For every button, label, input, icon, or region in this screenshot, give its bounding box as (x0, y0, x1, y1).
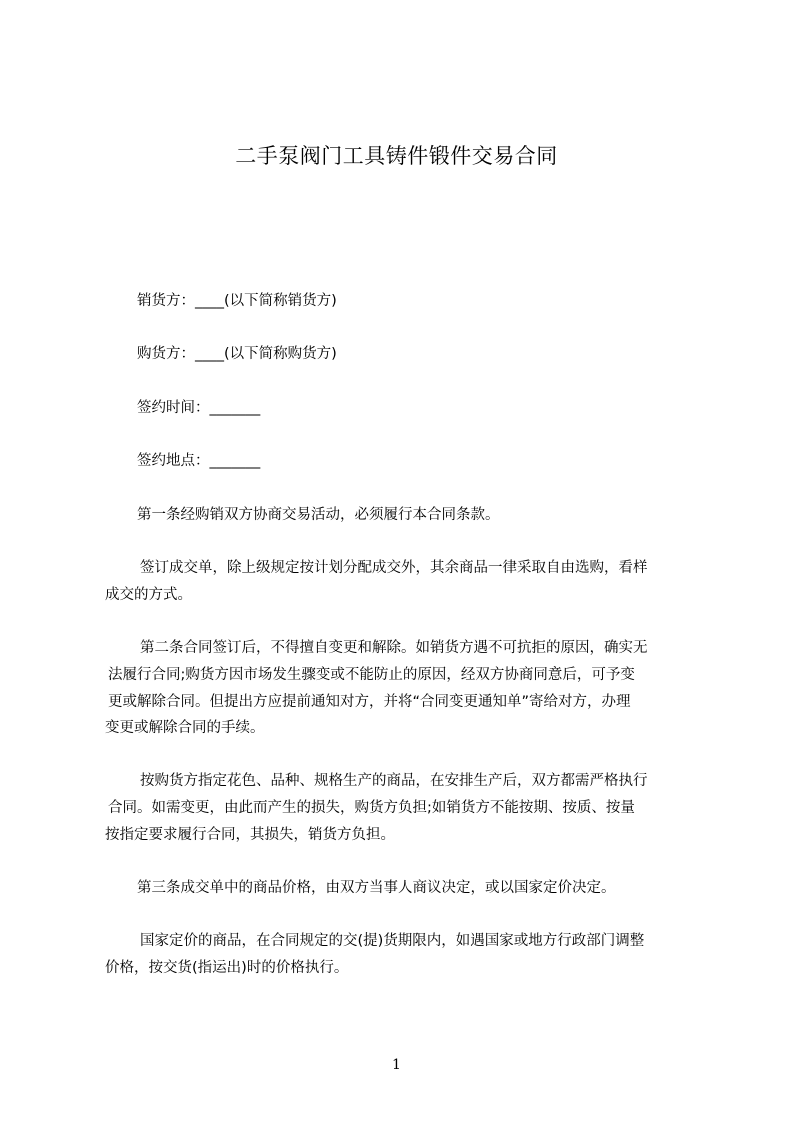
paragraph-4-line-3: 按指定要求履行合同，其损失，销货方负担。 (105, 827, 395, 843)
paragraph-3-line-2: 法履行合同;购货方因市场发生骤变或不能防止的原因，经双方协商同意后，可予变 (108, 667, 635, 683)
buyer-field: 购货方：____(以下简称购货方) (137, 346, 337, 362)
paragraph-4-line-1: 按购货方指定花色、品种、规格生产的商品，在安排生产后，双方都需严格执行 (140, 773, 648, 789)
paragraph-3-line-4: 变更或解除合同的手续。 (105, 720, 265, 736)
paragraph-6-line-1: 国家定价的商品，在合同规定的交(提)货期限内，如遇国家或地方行政部门调整 (140, 933, 645, 949)
seller-field: 销货方：____(以下简称销货方) (137, 293, 337, 309)
paragraph-3-line-1: 第二条合同签订后，不得擅自变更和解除。如销货方遇不可抗拒的原因，确实无 (140, 640, 648, 656)
document-title: 二手泵阀门工具铸件锻件交易合同 (235, 144, 558, 168)
paragraph-5-line-1: 第三条成交单中的商品价格，由双方当事人商议决定，或以国家定价决定。 (137, 880, 616, 896)
page-number: 1 (392, 1057, 401, 1073)
paragraph-2-line-2: 成交的方式。 (105, 587, 192, 603)
paragraph-2-line-1: 签订成交单，除上级规定按计划分配成交外，其余商品一律采取自由选购，看样 (140, 560, 648, 576)
sign-place-field: 签约地点：_______ (137, 453, 261, 469)
sign-time-field: 签约时间：_______ (137, 400, 261, 416)
paragraph-1-line-1: 第一条经购销双方协商交易活动，必须履行本合同条款。 (137, 507, 500, 523)
paragraph-4-line-2: 合同。如需变更，由此而产生的损失，购货方负担;如销货方不能按期、按质、按量 (108, 800, 635, 816)
paragraph-3-line-3: 更或解除合同。但提出方应提前通知对方，并将“合同变更通知单”寄给对方，办理 (108, 694, 631, 710)
paragraph-6-line-2: 价格，按交货(指运出)时的价格执行。 (105, 960, 349, 976)
